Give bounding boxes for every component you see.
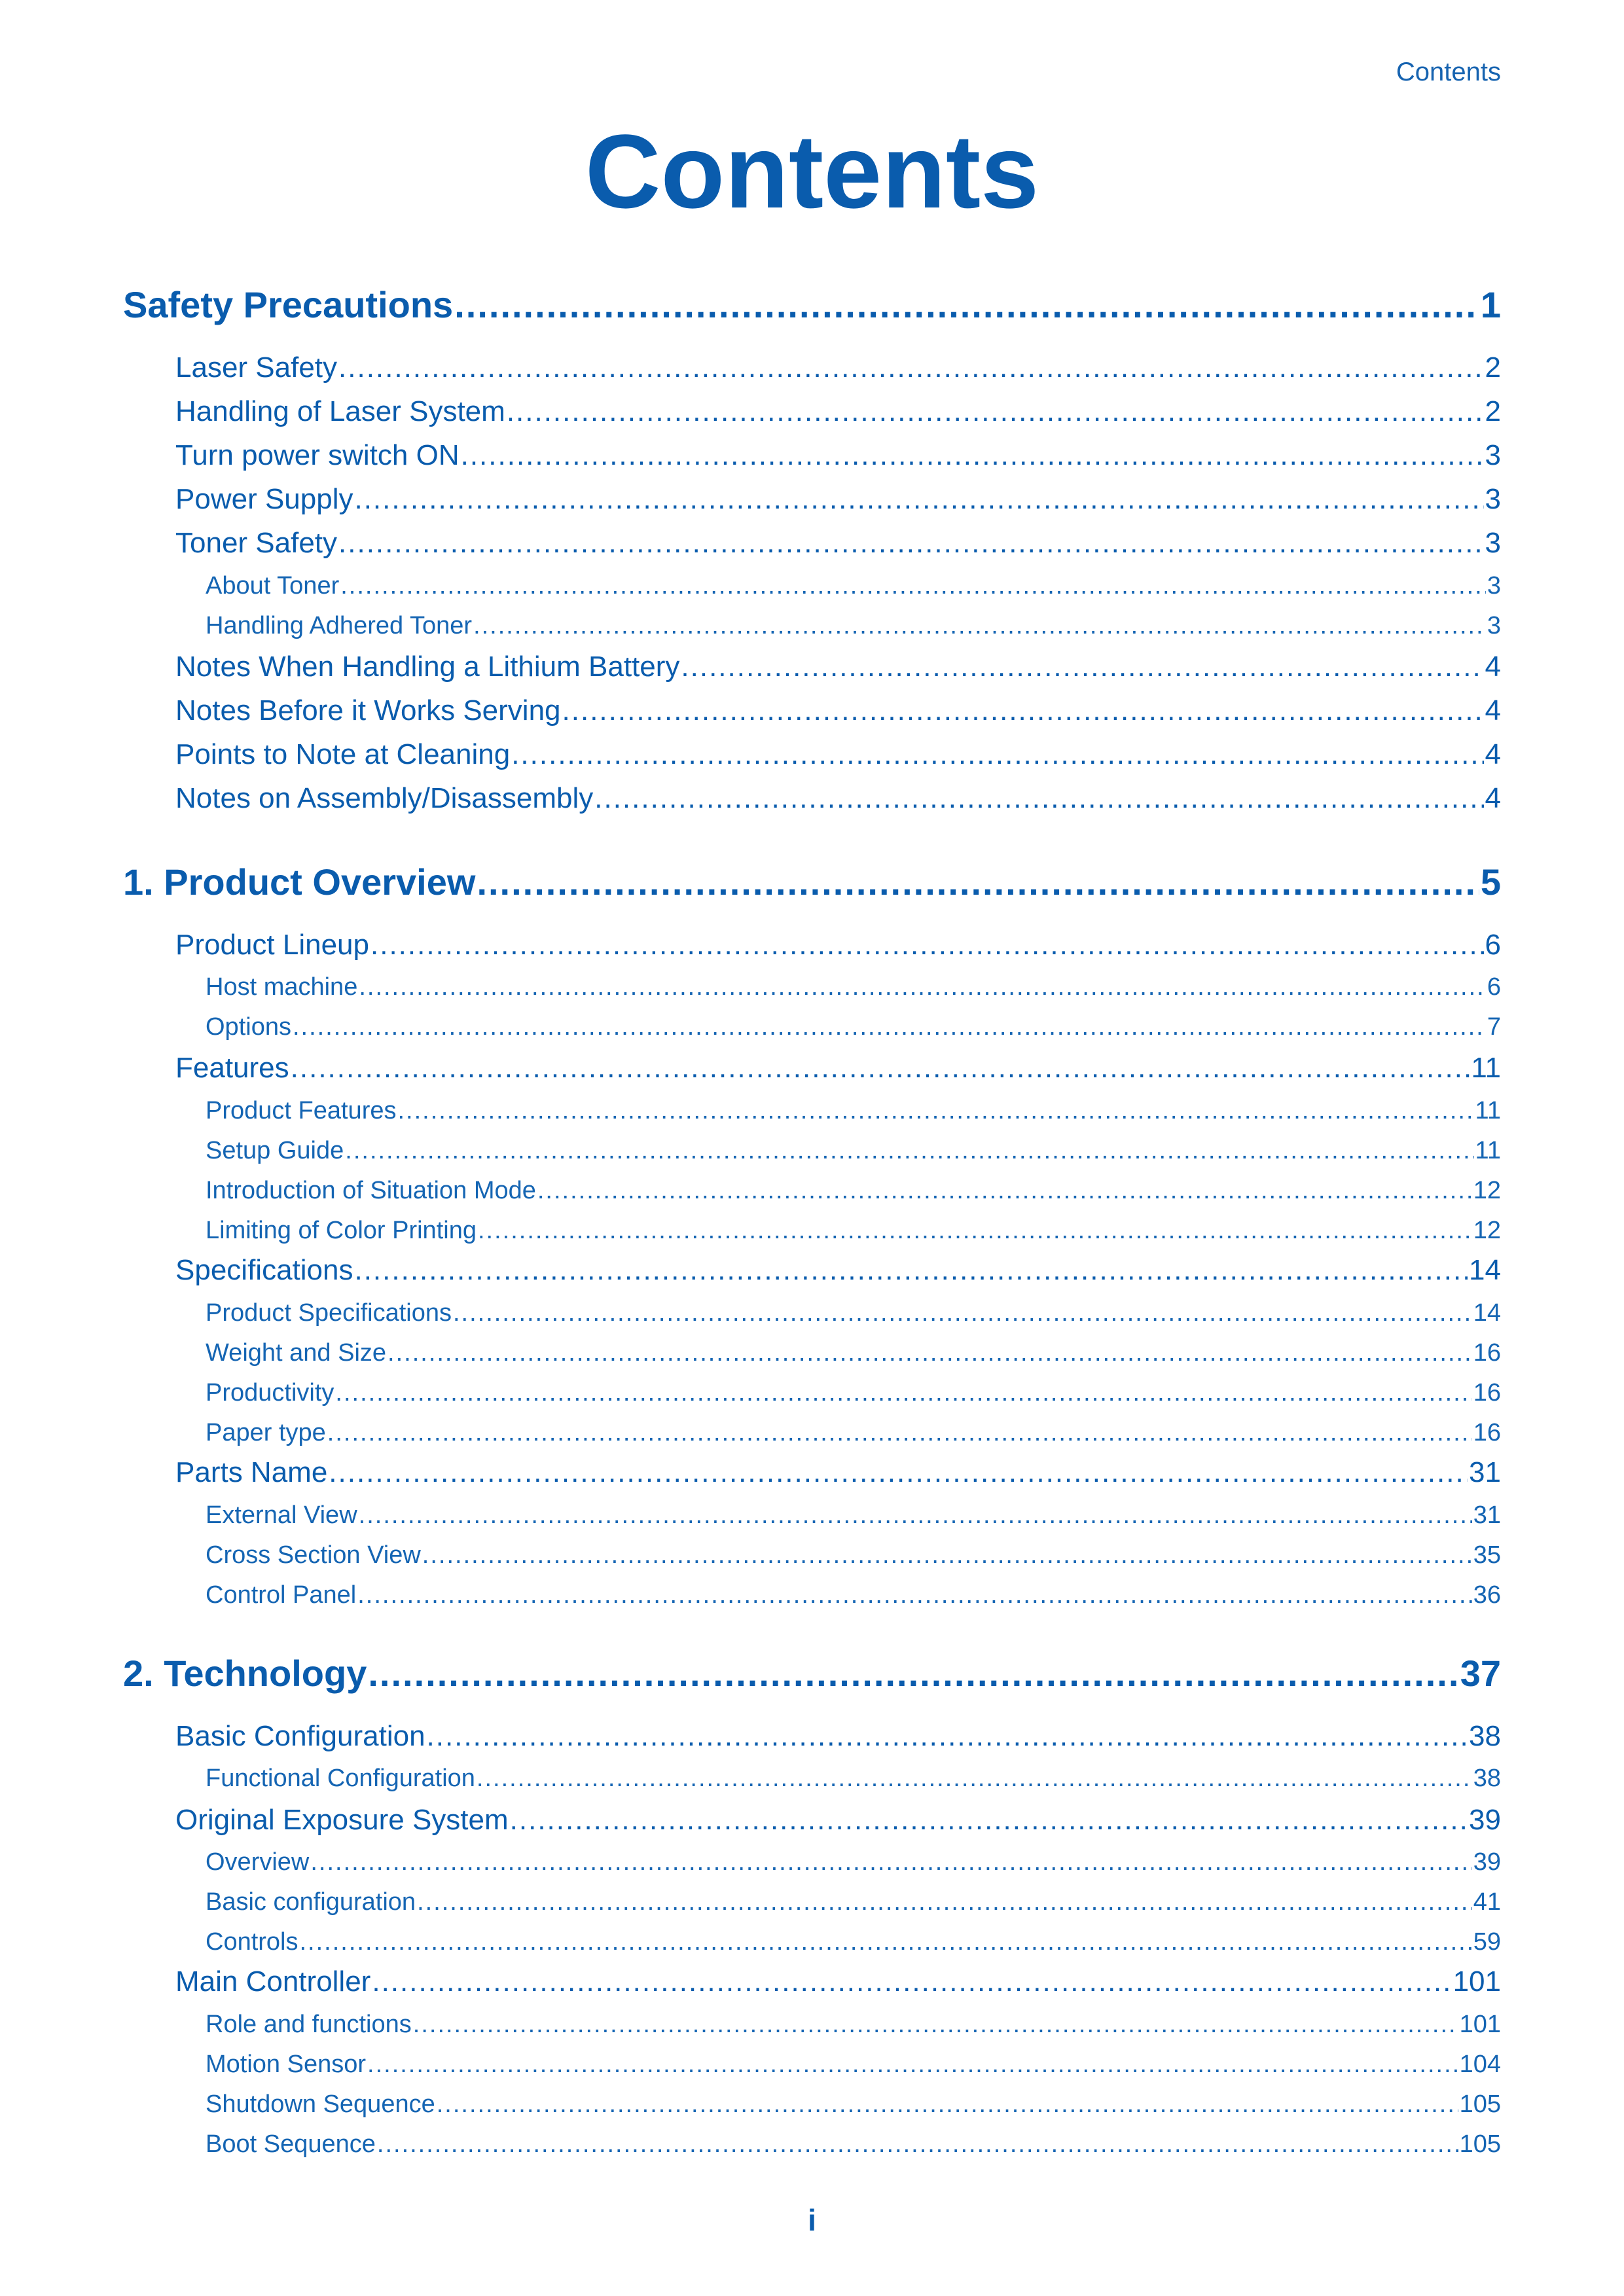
toc-title: Productivity bbox=[206, 1379, 334, 1407]
toc-title: Basic configuration bbox=[206, 1888, 416, 1916]
toc-page: 36 bbox=[1473, 1581, 1501, 1609]
toc-subsection-situation-mode[interactable] bbox=[206, 1178, 1501, 1203]
toc-subsection-controls[interactable] bbox=[206, 1929, 1501, 1954]
toc-section-basic-configuration[interactable] bbox=[175, 1722, 1501, 1751]
toc-page: 35 bbox=[1473, 1541, 1501, 1569]
toc-leader bbox=[473, 613, 1486, 638]
toc-leader bbox=[477, 1766, 1472, 1791]
toc-title: Cross Section View bbox=[206, 1541, 421, 1569]
toc-title: Shutdown Sequence bbox=[206, 2090, 435, 2118]
toc-subsection-functional-configuration[interactable] bbox=[206, 1766, 1501, 1791]
toc-leader bbox=[310, 1850, 1471, 1874]
toc-leader bbox=[370, 931, 1484, 960]
toc-subsection-color-printing[interactable] bbox=[206, 1218, 1501, 1243]
toc-page: 11 bbox=[1475, 1097, 1501, 1124]
toc-title: About Toner bbox=[206, 572, 340, 600]
toc-subsection-role-functions[interactable] bbox=[206, 2012, 1501, 2037]
toc-subsection-shutdown-sequence[interactable] bbox=[206, 2092, 1501, 2117]
toc-subsection-weight-size[interactable] bbox=[206, 1340, 1501, 1365]
toc-page: 39 bbox=[1473, 1848, 1501, 1876]
toc-page: 4 bbox=[1485, 651, 1501, 683]
toc-page: 16 bbox=[1473, 1379, 1501, 1407]
toc-title: Product Specifications bbox=[206, 1299, 452, 1327]
toc-page: 101 bbox=[1459, 2011, 1501, 2038]
toc-page: 4 bbox=[1485, 738, 1501, 770]
toc-leader bbox=[422, 1543, 1472, 1568]
toc-leader bbox=[293, 1014, 1486, 1039]
toc-section-main-controller[interactable] bbox=[175, 1967, 1501, 1996]
toc-page: 6 bbox=[1487, 973, 1501, 1001]
toc-title: Handling Adhered Toner bbox=[206, 612, 473, 639]
toc-title: Toner Safety bbox=[175, 527, 338, 559]
toc-section-toner-safety[interactable] bbox=[175, 529, 1501, 558]
toc-page: 104 bbox=[1459, 2051, 1501, 2078]
toc-leader bbox=[511, 740, 1483, 769]
toc-title: External View bbox=[206, 1501, 357, 1529]
toc-section-original-exposure-system[interactable] bbox=[175, 1806, 1501, 1835]
toc-page: 105 bbox=[1459, 2090, 1501, 2118]
toc-page: 6 bbox=[1485, 929, 1501, 961]
toc-title: Overview bbox=[206, 1848, 310, 1876]
toc-page: 105 bbox=[1459, 2130, 1501, 2158]
toc-subsection-paper-type[interactable] bbox=[206, 1420, 1501, 1445]
toc-leader bbox=[345, 1138, 1473, 1163]
toc-page: 39 bbox=[1469, 1804, 1501, 1836]
toc-page: 14 bbox=[1473, 1299, 1501, 1327]
toc-title: Paper type bbox=[206, 1419, 326, 1446]
toc-leader bbox=[507, 397, 1484, 426]
toc-title: 2. Technology bbox=[123, 1653, 367, 1694]
toc-chapter-technology[interactable] bbox=[123, 1655, 1501, 1692]
toc-leader bbox=[327, 1420, 1472, 1445]
toc-page: 7 bbox=[1487, 1013, 1501, 1041]
toc-subsection-basic-configuration[interactable] bbox=[206, 1890, 1501, 1914]
toc-title: Notes Before it Works Serving bbox=[175, 694, 561, 726]
toc-page: 41 bbox=[1473, 1888, 1501, 1916]
toc-title: Notes When Handling a Lithium Battery bbox=[175, 651, 680, 683]
toc-page: 14 bbox=[1469, 1254, 1501, 1286]
toc-subsection-control-panel[interactable] bbox=[206, 1583, 1501, 1607]
toc-leader bbox=[338, 529, 1483, 558]
toc-title: Host machine bbox=[206, 973, 358, 1001]
toc-subsection-overview[interactable] bbox=[206, 1850, 1501, 1874]
toc-leader bbox=[368, 1655, 1458, 1692]
toc-page: 31 bbox=[1473, 1501, 1501, 1529]
toc-title: Product Features bbox=[206, 1097, 397, 1124]
toc-leader bbox=[354, 1256, 1468, 1285]
toc-subsection-productivity[interactable] bbox=[206, 1380, 1501, 1405]
toc-title: Setup Guide bbox=[206, 1137, 344, 1164]
toc-title: Controls bbox=[206, 1928, 298, 1956]
toc-title: Laser Safety bbox=[175, 351, 338, 384]
toc-page: 1 bbox=[1480, 284, 1501, 325]
toc-title: Parts Name bbox=[175, 1456, 328, 1488]
toc-title: Features bbox=[175, 1052, 289, 1084]
toc-section-assembly-disassembly[interactable] bbox=[175, 784, 1501, 813]
toc-page: 16 bbox=[1473, 1339, 1501, 1367]
toc-title: 1. Product Overview bbox=[123, 861, 476, 903]
toc-leader bbox=[367, 2052, 1458, 2077]
toc-page: 12 bbox=[1473, 1177, 1501, 1204]
toc-leader bbox=[477, 864, 1479, 901]
toc-title: Role and functions bbox=[206, 2011, 412, 2038]
toc-page: 16 bbox=[1473, 1419, 1501, 1446]
toc-title: Limiting of Color Printing bbox=[206, 1217, 477, 1244]
toc-leader bbox=[359, 975, 1486, 999]
toc-page: 3 bbox=[1487, 572, 1501, 600]
toc-page: 11 bbox=[1471, 1052, 1501, 1084]
toc-title: Main Controller bbox=[175, 1965, 371, 1998]
toc-title: Product Lineup bbox=[175, 929, 369, 961]
toc-title: Notes on Assembly/Disassembly bbox=[175, 782, 594, 814]
toc-leader bbox=[359, 1503, 1472, 1528]
toc-leader bbox=[397, 1098, 1473, 1123]
toc-leader bbox=[478, 1218, 1472, 1243]
toc-page: 3 bbox=[1485, 527, 1501, 559]
toc-page: 38 bbox=[1473, 1765, 1501, 1792]
toc-subsection-product-features[interactable] bbox=[206, 1098, 1501, 1123]
toc-title: Points to Note at Cleaning bbox=[175, 738, 511, 770]
toc-page: 3 bbox=[1485, 483, 1501, 515]
page-title: Contents bbox=[585, 113, 1039, 230]
toc-page: 2 bbox=[1485, 395, 1501, 427]
toc-leader bbox=[437, 2092, 1458, 2117]
toc-section-features[interactable] bbox=[175, 1054, 1501, 1083]
toc-title: Introduction of Situation Mode bbox=[206, 1177, 536, 1204]
toc-leader bbox=[300, 1929, 1472, 1954]
toc-subsection-options[interactable] bbox=[206, 1014, 1501, 1039]
toc-leader bbox=[388, 1340, 1472, 1365]
toc-section-lithium-battery[interactable] bbox=[175, 653, 1501, 681]
toc-subsection-product-specifications[interactable] bbox=[206, 1300, 1501, 1325]
toc-section-points-cleaning[interactable] bbox=[175, 740, 1501, 769]
toc-leader bbox=[453, 1300, 1472, 1325]
toc-section-parts-name[interactable] bbox=[175, 1458, 1501, 1487]
toc-page: 4 bbox=[1485, 694, 1501, 726]
toc-leader bbox=[417, 1890, 1472, 1914]
toc-title: Specifications bbox=[175, 1254, 353, 1286]
toc-leader bbox=[461, 441, 1484, 470]
toc-leader bbox=[377, 2132, 1458, 2157]
toc-title: Control Panel bbox=[206, 1581, 357, 1609]
toc-subsection-cross-section-view[interactable] bbox=[206, 1543, 1501, 1568]
toc-leader bbox=[562, 696, 1484, 725]
toc-leader bbox=[329, 1458, 1468, 1487]
toc-title: Motion Sensor bbox=[206, 2051, 367, 2078]
toc-page: 3 bbox=[1487, 612, 1501, 639]
toc-section-notes-before-serving[interactable] bbox=[175, 696, 1501, 725]
toc-subsection-external-view[interactable] bbox=[206, 1503, 1501, 1528]
toc-title: Weight and Size bbox=[206, 1339, 387, 1367]
toc-leader bbox=[354, 485, 1483, 514]
toc-page: 31 bbox=[1469, 1456, 1501, 1488]
toc-title: Handling of Laser System bbox=[175, 395, 505, 427]
toc-leader bbox=[413, 2012, 1458, 2037]
toc-section-power-supply[interactable] bbox=[175, 485, 1501, 514]
toc-page: 101 bbox=[1453, 1965, 1501, 1998]
toc-leader bbox=[510, 1806, 1468, 1835]
toc-title: Power Supply bbox=[175, 483, 353, 515]
toc-title: Turn power switch ON bbox=[175, 439, 460, 471]
toc-page: 11 bbox=[1475, 1137, 1501, 1164]
toc-subsection-setup-guide[interactable] bbox=[206, 1138, 1501, 1163]
toc-section-turn-power-switch-on[interactable] bbox=[175, 441, 1501, 470]
toc-leader bbox=[340, 573, 1486, 598]
toc-chapter-product-overview[interactable] bbox=[123, 861, 1501, 903]
toc-leader bbox=[335, 1380, 1471, 1405]
toc-page: 4 bbox=[1485, 782, 1501, 814]
toc-title: Boot Sequence bbox=[206, 2130, 376, 2158]
toc-leader bbox=[291, 1054, 1470, 1083]
toc-title: Basic Configuration bbox=[175, 1720, 425, 1752]
toc-leader bbox=[338, 353, 1483, 382]
toc-subsection-host-machine[interactable] bbox=[206, 975, 1501, 999]
toc-section-laser-safety[interactable] bbox=[175, 353, 1501, 382]
toc-page: 38 bbox=[1469, 1720, 1501, 1752]
toc-subsection-motion-sensor[interactable] bbox=[206, 2052, 1501, 2077]
toc-leader bbox=[537, 1178, 1472, 1203]
toc-leader bbox=[454, 287, 1479, 323]
toc-section-specifications[interactable] bbox=[175, 1256, 1501, 1285]
toc-title: Original Exposure System bbox=[175, 1804, 509, 1836]
toc-title: Functional Configuration bbox=[206, 1765, 475, 1792]
toc-subsection-boot-sequence[interactable] bbox=[206, 2132, 1501, 2157]
toc-leader bbox=[372, 1967, 1451, 1996]
toc-section-product-lineup[interactable] bbox=[175, 931, 1501, 960]
toc-section-handling-laser-system[interactable] bbox=[175, 397, 1501, 426]
toc-title: Safety Precautions bbox=[123, 284, 454, 325]
toc-leader bbox=[427, 1722, 1468, 1751]
toc-leader bbox=[681, 653, 1483, 681]
toc-page: 37 bbox=[1460, 1653, 1501, 1694]
toc-leader bbox=[357, 1583, 1471, 1607]
toc-page: 12 bbox=[1473, 1217, 1501, 1244]
toc-page: 59 bbox=[1473, 1928, 1501, 1956]
toc-chapter-safety-precautions[interactable] bbox=[123, 284, 1501, 325]
toc-subsection-handling-adhered-toner[interactable] bbox=[206, 613, 1501, 638]
toc-subsection-about-toner[interactable] bbox=[206, 573, 1501, 598]
toc-page: 5 bbox=[1480, 861, 1501, 903]
toc-page: 2 bbox=[1485, 351, 1501, 384]
toc-page: 3 bbox=[1485, 439, 1501, 471]
toc-leader bbox=[594, 784, 1483, 813]
toc-title: Options bbox=[206, 1013, 291, 1041]
page-number: i bbox=[808, 2203, 816, 2237]
running-header: Contents bbox=[1396, 58, 1501, 86]
